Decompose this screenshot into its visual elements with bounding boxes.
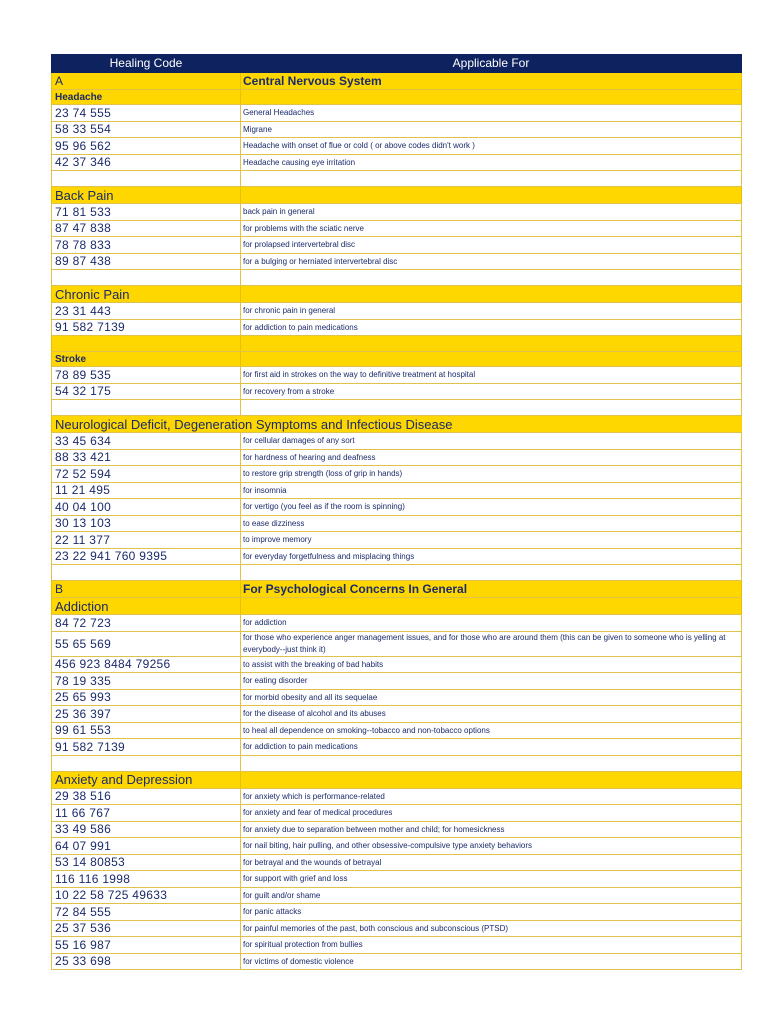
applicable-for: for anxiety which is performance-related bbox=[241, 789, 742, 805]
healing-code: 23 22 941 760 9395 bbox=[51, 549, 241, 565]
healing-code: 78 19 335 bbox=[51, 673, 241, 689]
applicable-for: for eating disorder bbox=[241, 673, 742, 689]
healing-code: 33 49 586 bbox=[51, 822, 241, 838]
healing-code: 87 47 838 bbox=[51, 221, 241, 237]
healing-code: 30 13 103 bbox=[51, 516, 241, 532]
applicable-for: for prolapsed intervertebral disc bbox=[241, 237, 742, 253]
section-row bbox=[51, 73, 742, 90]
code-row bbox=[51, 838, 742, 855]
healing-code: 91 582 7139 bbox=[51, 320, 241, 336]
healing-code: 88 33 421 bbox=[51, 450, 241, 466]
applicable-for: for the disease of alcohol and its abuses bbox=[241, 706, 742, 722]
applicable-for: to ease dizziness bbox=[241, 516, 742, 532]
code-row bbox=[51, 105, 742, 122]
healing-code: 54 32 175 bbox=[51, 384, 241, 400]
applicable-for: Headache causing eye irritation bbox=[241, 155, 742, 171]
code-row bbox=[51, 237, 742, 254]
category-row bbox=[51, 286, 742, 303]
blank-cell bbox=[241, 336, 742, 351]
healing-code: 58 33 554 bbox=[51, 122, 241, 138]
blank-cell bbox=[51, 171, 241, 186]
code-row bbox=[51, 937, 742, 954]
applicable-for: for victims of domestic violence bbox=[241, 954, 742, 970]
healing-code: 116 116 1998 bbox=[51, 871, 241, 887]
healing-code: 25 65 993 bbox=[51, 690, 241, 706]
healing-code: 55 65 569 bbox=[51, 632, 241, 656]
healing-code: 33 45 634 bbox=[51, 433, 241, 449]
code-row bbox=[51, 155, 742, 172]
code-row bbox=[51, 632, 742, 657]
applicable-for: for betrayal and the wounds of betrayal bbox=[241, 855, 742, 871]
code-row bbox=[51, 138, 742, 155]
category-row bbox=[51, 416, 742, 433]
applicable-for: for everyday forgetfulness and misplacing things bbox=[241, 549, 742, 565]
category-blank bbox=[241, 286, 742, 302]
applicable-for: for panic attacks bbox=[241, 904, 742, 920]
category-row bbox=[51, 90, 742, 105]
applicable-for: for guilt and/or shame bbox=[241, 888, 742, 904]
applicable-for: to improve memory bbox=[241, 532, 742, 548]
blank-cell bbox=[51, 400, 241, 415]
applicable-for: Headache with onset of flue or cold ( or above codes didn't work ) bbox=[241, 138, 742, 154]
category-label: Headache bbox=[51, 90, 241, 104]
healing-code: 91 582 7139 bbox=[51, 739, 241, 755]
applicable-for: for those who experience anger management issues, and for those who are around them (this can be given to someone who is yelling at everybody--just think it) bbox=[241, 632, 742, 656]
applicable-for: for spiritual protection from bullies bbox=[241, 937, 742, 953]
code-row bbox=[51, 706, 742, 723]
category-blank bbox=[241, 772, 742, 788]
category-row bbox=[51, 352, 742, 367]
code-row bbox=[51, 367, 742, 384]
spacer-row bbox=[51, 756, 742, 772]
applicable-for: for first aid in strokes on the way to definitive treatment at hospital bbox=[241, 367, 742, 383]
applicable-for: to restore grip strength (loss of grip in hands) bbox=[241, 466, 742, 482]
blank-cell bbox=[51, 756, 241, 771]
blank-cell bbox=[51, 336, 241, 351]
blank-cell bbox=[241, 270, 742, 285]
code-row bbox=[51, 384, 742, 401]
healing-code: 22 11 377 bbox=[51, 532, 241, 548]
applicable-for: back pain in general bbox=[241, 204, 742, 220]
blank-cell bbox=[241, 400, 742, 415]
applicable-for: for cellular damages of any sort bbox=[241, 433, 742, 449]
category-row bbox=[51, 598, 742, 615]
healing-code: 72 52 594 bbox=[51, 466, 241, 482]
code-row bbox=[51, 789, 742, 806]
healing-code: 95 96 562 bbox=[51, 138, 241, 154]
healing-code: 53 14 80853 bbox=[51, 855, 241, 871]
code-row bbox=[51, 499, 742, 516]
applicable-for: for support with grief and loss bbox=[241, 871, 742, 887]
spacer-row bbox=[51, 565, 742, 581]
healing-code: 29 38 516 bbox=[51, 789, 241, 805]
table-body bbox=[51, 73, 742, 970]
healing-code: 25 36 397 bbox=[51, 706, 241, 722]
applicable-for: for morbid obesity and all its sequelae bbox=[241, 690, 742, 706]
code-row bbox=[51, 822, 742, 839]
code-row bbox=[51, 320, 742, 337]
category-blank bbox=[241, 90, 742, 104]
healing-code: 25 37 536 bbox=[51, 921, 241, 937]
blank-cell bbox=[241, 171, 742, 186]
code-row bbox=[51, 122, 742, 139]
category-label: Back Pain bbox=[51, 187, 241, 203]
healing-code: 25 33 698 bbox=[51, 954, 241, 970]
section-letter: A bbox=[51, 73, 241, 89]
applicable-for: for insomnia bbox=[241, 483, 742, 499]
healing-code: 99 61 553 bbox=[51, 723, 241, 739]
code-row bbox=[51, 549, 742, 566]
blank-cell bbox=[241, 756, 742, 771]
applicable-for: for addiction to pain medications bbox=[241, 320, 742, 336]
applicable-for: to heal all dependence on smoking--tobacco and non-tobacco options bbox=[241, 723, 742, 739]
blank-cell bbox=[51, 565, 241, 580]
applicable-for: for chronic pain in general bbox=[241, 303, 742, 319]
healing-code: 72 84 555 bbox=[51, 904, 241, 920]
section-row bbox=[51, 581, 742, 598]
header-healing-code: Healing Code bbox=[51, 54, 241, 72]
healing-code: 55 16 987 bbox=[51, 937, 241, 953]
healing-code-table bbox=[51, 54, 742, 970]
category-blank bbox=[241, 187, 742, 203]
healing-code: 11 21 495 bbox=[51, 483, 241, 499]
category-label: Stroke bbox=[51, 352, 241, 366]
category-label: Anxiety and Depression bbox=[51, 772, 241, 788]
healing-code: 78 78 833 bbox=[51, 237, 241, 253]
code-row bbox=[51, 532, 742, 549]
spacer-row bbox=[51, 336, 742, 352]
spacer-row bbox=[51, 171, 742, 187]
section-title: Central Nervous System bbox=[241, 73, 742, 89]
section-letter: B bbox=[51, 581, 241, 597]
healing-code: 78 89 535 bbox=[51, 367, 241, 383]
code-row bbox=[51, 516, 742, 533]
healing-code: 42 37 346 bbox=[51, 155, 241, 171]
blank-cell bbox=[51, 270, 241, 285]
code-row bbox=[51, 657, 742, 674]
healing-code: 40 04 100 bbox=[51, 499, 241, 515]
blank-cell bbox=[241, 565, 742, 580]
applicable-for: for anxiety and fear of medical procedures bbox=[241, 805, 742, 821]
healing-code: 84 72 723 bbox=[51, 615, 241, 631]
applicable-for: for painful memories of the past, both conscious and subconscious (PTSD) bbox=[241, 921, 742, 937]
code-row bbox=[51, 805, 742, 822]
code-row bbox=[51, 855, 742, 872]
code-row bbox=[51, 871, 742, 888]
code-row bbox=[51, 483, 742, 500]
category-label: Chronic Pain bbox=[51, 286, 241, 302]
applicable-for: for anxiety due to separation between mother and child; for homesickness bbox=[241, 822, 742, 838]
code-row bbox=[51, 690, 742, 707]
applicable-for: for addiction to pain medications bbox=[241, 739, 742, 755]
applicable-for: for problems with the sciatic nerve bbox=[241, 221, 742, 237]
category-blank bbox=[241, 352, 742, 366]
code-row bbox=[51, 615, 742, 632]
section-title: For Psychological Concerns In General bbox=[241, 581, 742, 597]
code-row bbox=[51, 303, 742, 320]
code-row bbox=[51, 723, 742, 740]
spacer-row bbox=[51, 400, 742, 416]
code-row bbox=[51, 221, 742, 238]
applicable-for: for addiction bbox=[241, 615, 742, 631]
category-blank bbox=[241, 598, 742, 614]
code-row bbox=[51, 921, 742, 938]
code-row bbox=[51, 466, 742, 483]
category-label: Neurological Deficit, Degeneration Symptoms and Infectious Disease bbox=[51, 416, 742, 432]
applicable-for: for a bulging or herniated intervertebral disc bbox=[241, 254, 742, 270]
spacer-row bbox=[51, 270, 742, 286]
applicable-for: to assist with the breaking of bad habits bbox=[241, 657, 742, 673]
applicable-for: for vertigo (you feel as if the room is spinning) bbox=[241, 499, 742, 515]
code-row bbox=[51, 739, 742, 756]
healing-code: 456 923 8484 79256 bbox=[51, 657, 241, 673]
code-row bbox=[51, 204, 742, 221]
healing-code: 71 81 533 bbox=[51, 204, 241, 220]
healing-code: 23 74 555 bbox=[51, 105, 241, 121]
category-row bbox=[51, 187, 742, 204]
category-label: Addiction bbox=[51, 598, 241, 614]
code-row bbox=[51, 254, 742, 271]
code-row bbox=[51, 904, 742, 921]
applicable-for: for hardness of hearing and deafness bbox=[241, 450, 742, 466]
code-row bbox=[51, 888, 742, 905]
code-row bbox=[51, 450, 742, 467]
healing-code: 64 07 991 bbox=[51, 838, 241, 854]
healing-code: 89 87 438 bbox=[51, 254, 241, 270]
category-row bbox=[51, 772, 742, 789]
code-row bbox=[51, 433, 742, 450]
table-header-row bbox=[51, 54, 742, 73]
header-applicable-for: Applicable For bbox=[241, 54, 742, 72]
healing-code: 23 31 443 bbox=[51, 303, 241, 319]
code-row bbox=[51, 673, 742, 690]
applicable-for: for nail biting, hair pulling, and other obsessive-compulsive type anxiety behaviors bbox=[241, 838, 742, 854]
applicable-for: General Headaches bbox=[241, 105, 742, 121]
applicable-for: for recovery from a stroke bbox=[241, 384, 742, 400]
healing-code: 10 22 58 725 49633 bbox=[51, 888, 241, 904]
applicable-for: Migrane bbox=[241, 122, 742, 138]
healing-code: 11 66 767 bbox=[51, 805, 241, 821]
code-row bbox=[51, 954, 742, 971]
